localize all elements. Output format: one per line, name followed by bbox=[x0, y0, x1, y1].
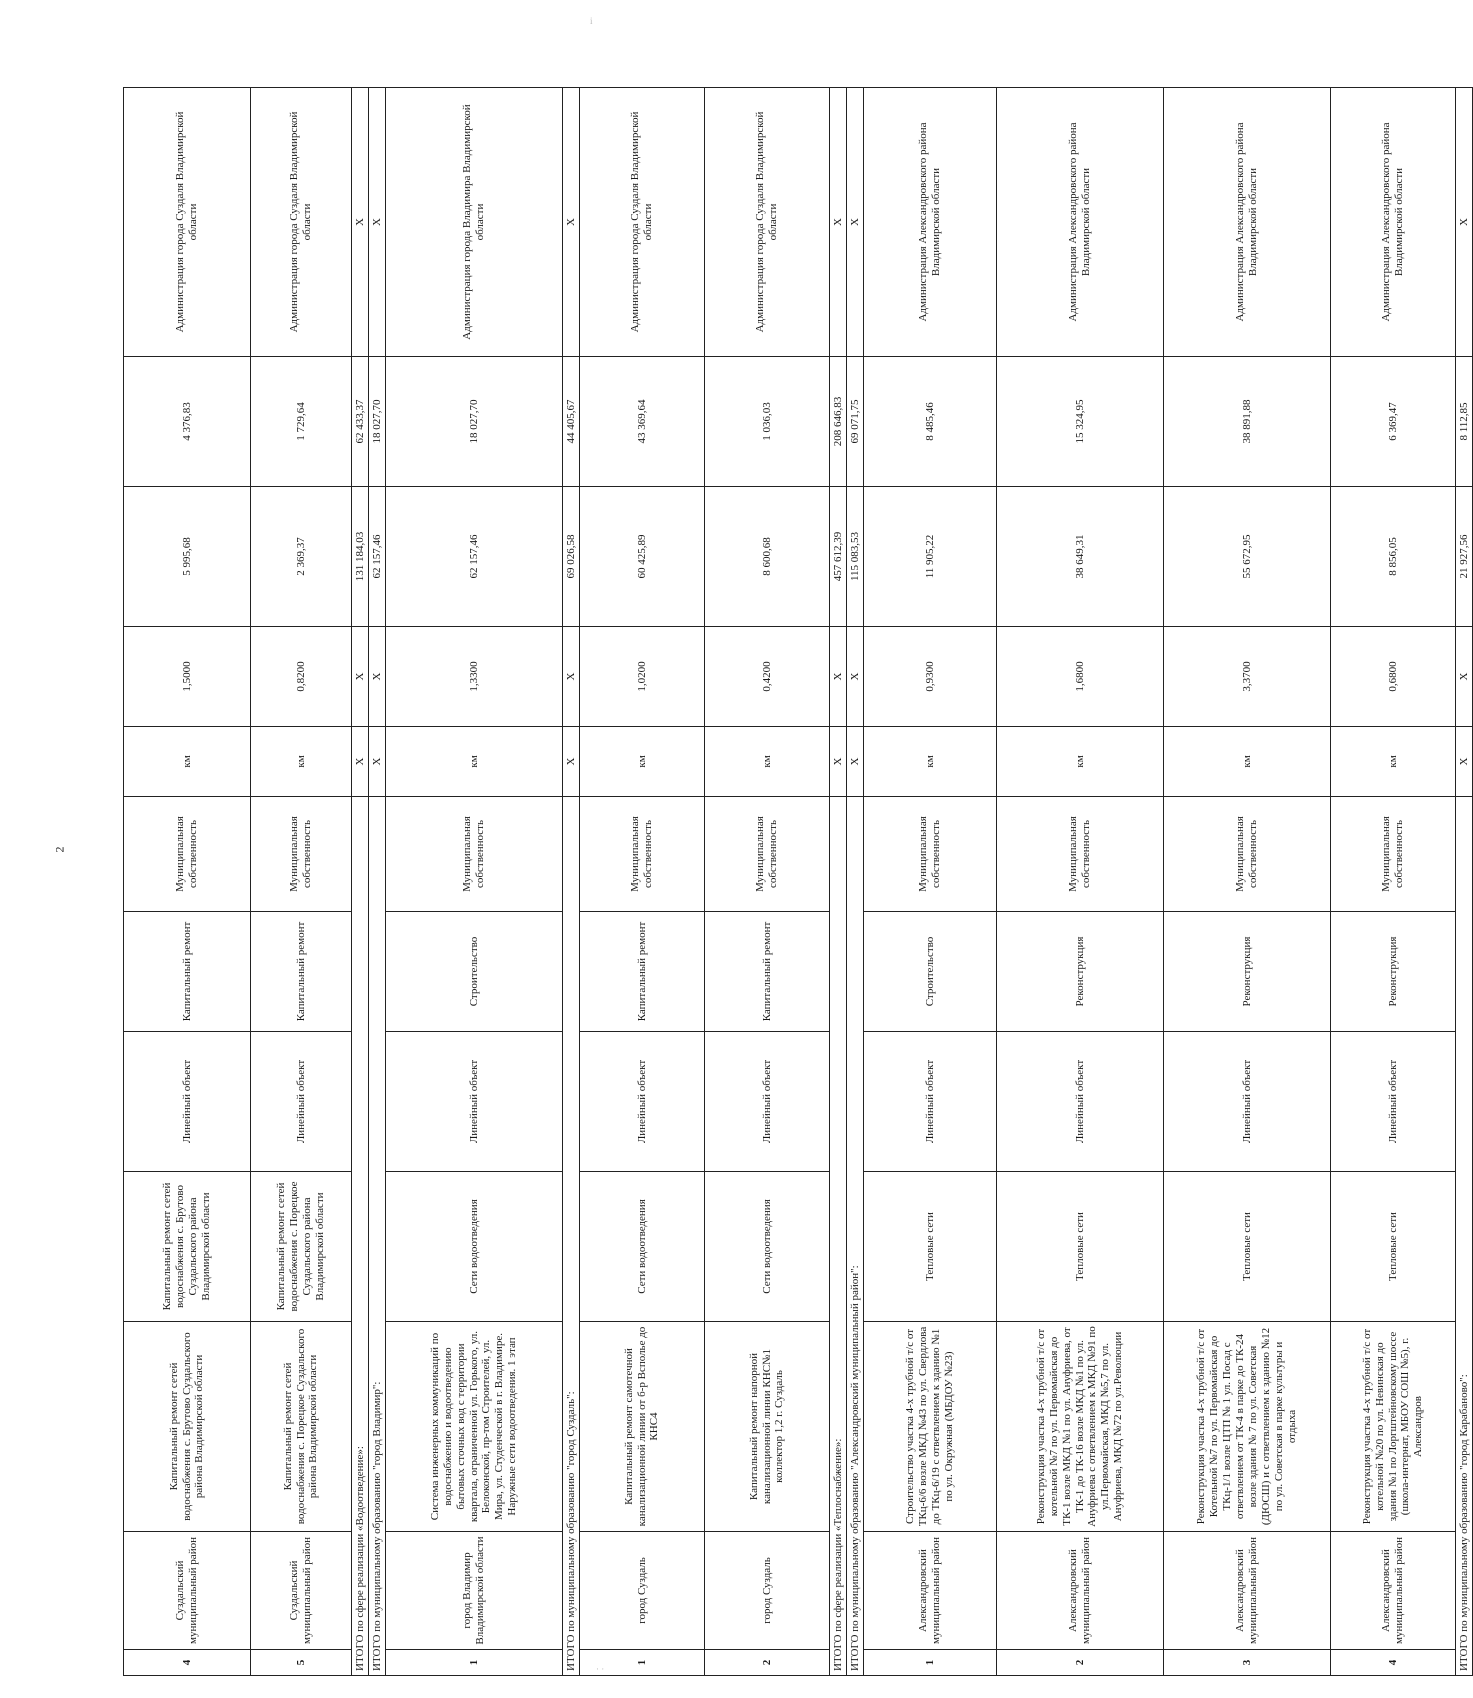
page-number: 2 bbox=[52, 846, 67, 853]
cost-cell: 457 612,39 bbox=[830, 487, 847, 627]
object-name-cell: Реконструкция участка 4-х трубной т/с от котельной №7 по ул. Первомайская до ТК-1 возле МКД №1 по ул. Ануфриева, от ТК-1 до ТК-16 возле МКД №1 по ул. Ануфриева с ответвлением к МКД №91 по ул.Первомайская, МКД №5,7 по ул. Ануфриева, МКД №72 по ул.Революции bbox=[997, 1322, 1164, 1532]
table-row bbox=[251, 88, 352, 1676]
cost-cell: 115 083,53 bbox=[847, 487, 864, 627]
unit-cell: км bbox=[864, 727, 997, 797]
capacity-cell: 1,5000 bbox=[124, 627, 251, 727]
row-number-cell: 2 bbox=[705, 1650, 830, 1676]
table-row bbox=[124, 88, 251, 1676]
object-kind-cell: Линейный объект bbox=[251, 1032, 352, 1172]
capacity-cell: Х bbox=[830, 627, 847, 727]
capacity-cell: Х bbox=[847, 627, 864, 727]
object-kind-cell: Линейный объект bbox=[705, 1032, 830, 1172]
object-name-cell: Система инженерных коммуникаций по водоснабжению и водоотведению бытовых сточных вод с территории квартала, ограниченной ул. Горького, ул. Белоконской, пр-том Строителей, ул. Мира, ул. Студенческой в г. Владимире. Наружные сети водоотведения. 1 этап bbox=[386, 1322, 563, 1532]
district-cell: Александровский муниципальный район bbox=[997, 1532, 1164, 1650]
work-type-cell: Капитальный ремонт bbox=[124, 912, 251, 1032]
object-name-cell: Капитальный ремонт сетей водоснабжения с. Порецкое Суздальского района Владимирской области bbox=[251, 1322, 352, 1532]
unit-cell: Х bbox=[830, 727, 847, 797]
cost-cell: 38 649,31 bbox=[997, 487, 1164, 627]
table-row bbox=[997, 88, 1164, 1676]
unit-cell: км bbox=[1331, 727, 1456, 797]
object-kind-cell: Линейный объект bbox=[580, 1032, 705, 1172]
object-name-cell: Капитальный ремонт напорной канализационной линии КНС№1 коллектор 1,2 г. Суздаль bbox=[705, 1322, 830, 1532]
subsidy-cell: 1 036,03 bbox=[705, 357, 830, 487]
object-location-cell: Капитальный ремонт сетей водоснабжения с. Порецкое Суздальского района Владимирской области bbox=[251, 1172, 352, 1322]
district-cell: Суздальский муниципальный район bbox=[124, 1532, 251, 1650]
object-name-cell: Реконструкция участка 4-х трубной т/с от котельной №20 по ул. Невинская до здания №1 по Лоргштейновскому шоссе (школа-интернат, МБОУ СОШ №5), г. Александров bbox=[1331, 1322, 1456, 1532]
total-label-cell: ИТОГО по муниципальному образованию "Александровский муниципальный район": bbox=[847, 797, 864, 1676]
total-label-cell: ИТОГО по сфере реализации «Теплоснабжение»: bbox=[830, 797, 847, 1676]
object-kind-cell: Линейный объект bbox=[1164, 1032, 1331, 1172]
subsidy-cell: 1 729,64 bbox=[251, 357, 352, 487]
subsidy-cell: 18 027,70 bbox=[386, 357, 563, 487]
customer-cell: Администрация города Суздаля Владимирской области bbox=[580, 88, 705, 357]
district-cell: Александровский муниципальный район bbox=[1331, 1532, 1456, 1650]
row-number-cell: 4 bbox=[124, 1650, 251, 1676]
cost-cell: 62 157,46 bbox=[369, 487, 386, 627]
ownership-cell: Муниципальная собственность bbox=[386, 797, 563, 912]
subsidy-cell: 8 112,85 bbox=[1456, 357, 1473, 487]
customer-cell: Х bbox=[369, 88, 386, 357]
cost-cell: 11 905,22 bbox=[864, 487, 997, 627]
total-row bbox=[1456, 88, 1473, 1676]
object-location-cell: Тепловые сети bbox=[1164, 1172, 1331, 1322]
customer-cell: Администрация города Владимира Владимирской области bbox=[386, 88, 563, 357]
object-location-cell: Капитальный ремонт сетей водоснабжения с. Брутово Суздальского района Владимирской области bbox=[124, 1172, 251, 1322]
subsidy-cell: 44 405,67 bbox=[563, 357, 580, 487]
unit-cell: Х bbox=[369, 727, 386, 797]
work-type-cell: Капитальный ремонт bbox=[580, 912, 705, 1032]
table-row bbox=[705, 88, 830, 1676]
customer-cell: Х bbox=[1456, 88, 1473, 357]
district-cell: Александровский муниципальный район bbox=[1164, 1532, 1331, 1650]
capacity-cell: 1,0200 bbox=[580, 627, 705, 727]
unit-cell: км bbox=[580, 727, 705, 797]
total-row bbox=[563, 88, 580, 1676]
cost-cell: 2 369,37 bbox=[251, 487, 352, 627]
object-name-cell: Капитальный ремонт сетей водоснабжения с. Брутово Суздальского района Владимирской области bbox=[124, 1322, 251, 1532]
object-kind-cell: Линейный объект bbox=[124, 1032, 251, 1172]
customer-cell: Х bbox=[352, 88, 369, 357]
row-number-cell: 1 bbox=[386, 1650, 563, 1676]
capacity-cell: 1,3300 bbox=[386, 627, 563, 727]
district-cell: город Суздаль bbox=[705, 1532, 830, 1650]
capacity-cell: Х bbox=[1456, 627, 1473, 727]
subsidy-cell: 4 376,83 bbox=[124, 357, 251, 487]
capacity-cell: 0,6800 bbox=[1331, 627, 1456, 727]
work-type-cell: Строительство bbox=[864, 912, 997, 1032]
row-number-cell: 1 bbox=[580, 1650, 705, 1676]
ownership-cell: Муниципальная собственность bbox=[1331, 797, 1456, 912]
subsidy-cell: 69 071,75 bbox=[847, 357, 864, 487]
ownership-cell: Муниципальная собственность bbox=[251, 797, 352, 912]
work-type-cell: Капитальный ремонт bbox=[251, 912, 352, 1032]
capacity-cell: Х bbox=[369, 627, 386, 727]
cost-cell: 21 927,56 bbox=[1456, 487, 1473, 627]
table-row bbox=[386, 88, 563, 1676]
customer-cell: Администрация Александровского района Владимирской области bbox=[1331, 88, 1456, 357]
work-type-cell: Строительство bbox=[386, 912, 563, 1032]
customer-cell: Администрация города Суздаля Владимирской области bbox=[705, 88, 830, 357]
object-kind-cell: Линейный объект bbox=[997, 1032, 1164, 1172]
unit-cell: Х bbox=[352, 727, 369, 797]
row-number-cell: 5 bbox=[251, 1650, 352, 1676]
unit-cell: км bbox=[124, 727, 251, 797]
capacity-cell: 0,4200 bbox=[705, 627, 830, 727]
customer-cell: Администрация города Суздаля Владимирской области bbox=[124, 88, 251, 357]
object-location-cell: Тепловые сети bbox=[1331, 1172, 1456, 1322]
row-number-cell: 4 bbox=[1331, 1650, 1456, 1676]
table-row bbox=[1164, 88, 1331, 1676]
total-label-cell: ИТОГО по муниципальному образованию "город Владимир": bbox=[369, 797, 386, 1676]
cost-cell: 131 184,03 bbox=[352, 487, 369, 627]
capacity-cell: 0,8200 bbox=[251, 627, 352, 727]
work-type-cell: Реконструкция bbox=[997, 912, 1164, 1032]
row-number-cell: 3 bbox=[1164, 1650, 1331, 1676]
customer-cell: Х bbox=[563, 88, 580, 357]
unit-cell: Х bbox=[1456, 727, 1473, 797]
ownership-cell: Муниципальная собственность bbox=[124, 797, 251, 912]
subsidy-cell: 6 369,47 bbox=[1331, 357, 1456, 487]
subsidy-cell: 8 485,46 bbox=[864, 357, 997, 487]
object-name-cell: Реконструкция участка 4-х трубной т/с от Котельной №7 по ул. Первомайская до ТКц-1/1 возле ЦТП № 1 ул. Посад с ответвлением от ТК-4 в парке до ТК-24 возле здания № 7 по ул. Советская (ДЮСШ) и с ответвлением к зданию №12 по ул. Советская в парке культуры и отдыха bbox=[1164, 1322, 1331, 1532]
object-kind-cell: Линейный объект bbox=[386, 1032, 563, 1172]
cost-cell: 5 995,68 bbox=[124, 487, 251, 627]
object-kind-cell: Линейный объект bbox=[1331, 1032, 1456, 1172]
object-location-cell: Тепловые сети bbox=[864, 1172, 997, 1322]
customer-cell: Администрация Александровского района Владимирской области bbox=[864, 88, 997, 357]
table-body bbox=[124, 88, 1473, 1676]
table-row bbox=[864, 88, 997, 1676]
cost-cell: 60 425,89 bbox=[580, 487, 705, 627]
total-row bbox=[369, 88, 386, 1676]
scan-mark-top: i bbox=[590, 16, 593, 26]
object-location-cell: Сети водоотведения bbox=[386, 1172, 563, 1322]
object-location-cell: Тепловые сети bbox=[997, 1172, 1164, 1322]
work-type-cell: Реконструкция bbox=[1331, 912, 1456, 1032]
table-row bbox=[580, 88, 705, 1676]
capacity-cell: 3,3700 bbox=[1164, 627, 1331, 727]
total-label-cell: ИТОГО по муниципальному образованию "город Суздаль": bbox=[563, 797, 580, 1676]
row-number-cell: 2 bbox=[997, 1650, 1164, 1676]
object-kind-cell: Линейный объект bbox=[864, 1032, 997, 1172]
subsidy-cell: 43 369,64 bbox=[580, 357, 705, 487]
object-name-cell: Капитальный ремонт самотечной канализационной линии от б-р Всполье до КНС4 bbox=[580, 1322, 705, 1532]
subsidy-cell: 15 324,95 bbox=[997, 357, 1164, 487]
capacity-cell: Х bbox=[352, 627, 369, 727]
object-name-cell: Строительство участка 4-х трубной т/с от ТКц-6/6 возле МКД №43 по ул. Свердлова до ТКц-6/19 с ответвлением к зданию №1 по ул. Окружная (МБДОУ №23) bbox=[864, 1322, 997, 1532]
total-row bbox=[847, 88, 864, 1676]
district-cell: город Владимир Владимирской области bbox=[386, 1532, 563, 1650]
unit-cell: км bbox=[997, 727, 1164, 797]
total-label-cell: ИТОГО по муниципальному образованию "город Карабаново": bbox=[1456, 797, 1473, 1676]
ownership-cell: Муниципальная собственность bbox=[580, 797, 705, 912]
row-number-cell: 1 bbox=[864, 1650, 997, 1676]
capacity-cell: Х bbox=[563, 627, 580, 727]
subsidy-cell: 38 891,88 bbox=[1164, 357, 1331, 487]
customer-cell: Администрация Александровского района Владимирской области bbox=[1164, 88, 1331, 357]
cost-cell: 55 672,95 bbox=[1164, 487, 1331, 627]
rotated-table-container bbox=[123, 88, 1470, 1676]
unit-cell: Х bbox=[847, 727, 864, 797]
objects-table bbox=[123, 87, 1473, 1676]
total-label-cell: ИТОГО по сфере реализации «Водоотведение»: bbox=[352, 797, 369, 1676]
ownership-cell: Муниципальная собственность bbox=[1164, 797, 1331, 912]
customer-cell: Х bbox=[830, 88, 847, 357]
customer-cell: Администрация Александровского района Владимирской области bbox=[997, 88, 1164, 357]
ownership-cell: Муниципальная собственность bbox=[705, 797, 830, 912]
cost-cell: 8 856,05 bbox=[1331, 487, 1456, 627]
subsidy-cell: 18 027,70 bbox=[369, 357, 386, 487]
subsidy-cell: 62 433,37 bbox=[352, 357, 369, 487]
ownership-cell: Муниципальная собственность bbox=[997, 797, 1164, 912]
cost-cell: 62 157,46 bbox=[386, 487, 563, 627]
cost-cell: 8 600,68 bbox=[705, 487, 830, 627]
unit-cell: Х bbox=[563, 727, 580, 797]
capacity-cell: 1,6800 bbox=[997, 627, 1164, 727]
unit-cell: км bbox=[705, 727, 830, 797]
district-cell: Суздальский муниципальный район bbox=[251, 1532, 352, 1650]
district-cell: город Суздаль bbox=[580, 1532, 705, 1650]
capacity-cell: 0,9300 bbox=[864, 627, 997, 727]
unit-cell: км bbox=[251, 727, 352, 797]
district-cell: Александровский муниципальный район bbox=[864, 1532, 997, 1650]
customer-cell: Х bbox=[847, 88, 864, 357]
total-row bbox=[830, 88, 847, 1676]
ownership-cell: Муниципальная собственность bbox=[864, 797, 997, 912]
cost-cell: 69 026,58 bbox=[563, 487, 580, 627]
scan-mark-bottom: · · bbox=[596, 1664, 605, 1674]
customer-cell: Администрация города Суздаля Владимирской области bbox=[251, 88, 352, 357]
unit-cell: км bbox=[386, 727, 563, 797]
object-location-cell: Сети водоотведения bbox=[705, 1172, 830, 1322]
subsidy-cell: 208 646,83 bbox=[830, 357, 847, 487]
work-type-cell: Капитальный ремонт bbox=[705, 912, 830, 1032]
total-row bbox=[352, 88, 369, 1676]
work-type-cell: Реконструкция bbox=[1164, 912, 1331, 1032]
table-row bbox=[1331, 88, 1456, 1676]
object-location-cell: Сети водоотведения bbox=[580, 1172, 705, 1322]
unit-cell: км bbox=[1164, 727, 1331, 797]
